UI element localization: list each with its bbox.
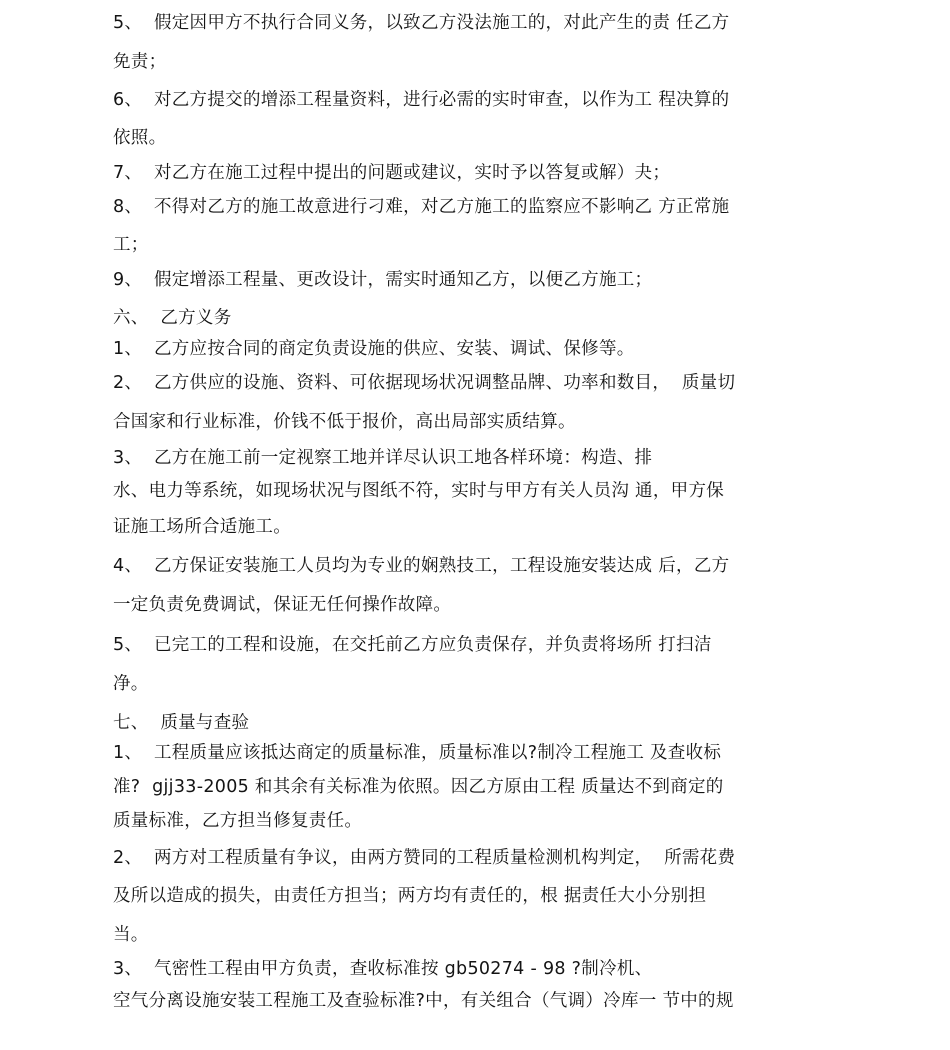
text-line: 5、 已完工的工程和设施，在交托前乙方应负责保存，并负责将场所 打扫洁 <box>113 635 712 655</box>
text-line: 1、 工程质量应该抵达商定的质量标准，质量标准以?制冷工程施工 及查收标 <box>113 743 722 763</box>
text-line: 7、 对乙方在施工过程中提出的问题或建议，实时予以答复或解）夬； <box>113 163 671 183</box>
text-line: 空气分离设施安装工程施工及查验标准?中，有关组合（气调）冷库一 节中的规 <box>113 991 734 1011</box>
section-heading: 六、 乙方义务 <box>113 308 232 328</box>
text-line: 质量标准，乙方担当修复责任。 <box>113 811 363 831</box>
text-line: 4、 乙方保证安装施工人员均为专业的娴熟技工，工程设施安装达成 后，乙方 <box>113 556 730 576</box>
section-heading: 七、 质量与查验 <box>113 713 250 733</box>
text-line: 3、 乙方在施工前一定视察工地并详尽认识工地各样环境：构造、排 <box>113 448 653 468</box>
text-line: 工； <box>113 235 149 255</box>
text-line: 3、 气密性工程由甲方负责，查收标准按 gb50274 - 98 ?制冷机、 <box>113 959 653 979</box>
text-line: 及所以造成的损失，由责任方担当；两方均有责任的，根 据责任大小分别担 <box>113 886 707 906</box>
text-line: 2、 乙方供应的设施、资料、可依据现场状况调整品牌、功率和数目， 质量切 <box>113 373 736 393</box>
text-line: 水、电力等系统，如现场状况与图纸不符，实时与甲方有关人员沟 通，甲方保 <box>113 481 725 501</box>
text-line: 当。 <box>113 925 149 945</box>
text-line: 1、 乙方应按合同的商定负责设施的供应、安装、调试、保修等。 <box>113 339 635 359</box>
text-line: 准? gjj33-2005 和其余有关标准为依照。因乙方原由工程 质量达不到商定的 <box>113 777 724 797</box>
text-line: 合国家和行业标准，价钱不低于报价，高出局部实质结算。 <box>113 412 576 432</box>
text-line: 2、 两方对工程质量有争议，由两方赞同的工程质量检测机构判定， 所需花费 <box>113 848 736 868</box>
text-line: 依照。 <box>113 128 167 148</box>
text-line: 免责； <box>113 52 167 72</box>
text-line: 证施工场所合适施工。 <box>113 517 291 537</box>
text-line: 6、 对乙方提交的增添工程量资料，进行必需的实时审查，以作为工 程决算的 <box>113 90 730 110</box>
text-line: 一定负责免费调试，保证无任何操作故障。 <box>113 595 452 615</box>
text-line: 净。 <box>113 674 149 694</box>
text-line: 9、 假定增添工程量、更改设计，需实时通知乙方，以便乙方施工； <box>113 270 653 290</box>
text-line: 5、 假定因甲方不执行合同义务，以致乙方没法施工的，对此产生的责 任乙方 <box>113 13 730 33</box>
text-line: 8、 不得对乙方的施工故意进行刁难，对乙方施工的监察应不影响乙 方正常施 <box>113 197 730 217</box>
